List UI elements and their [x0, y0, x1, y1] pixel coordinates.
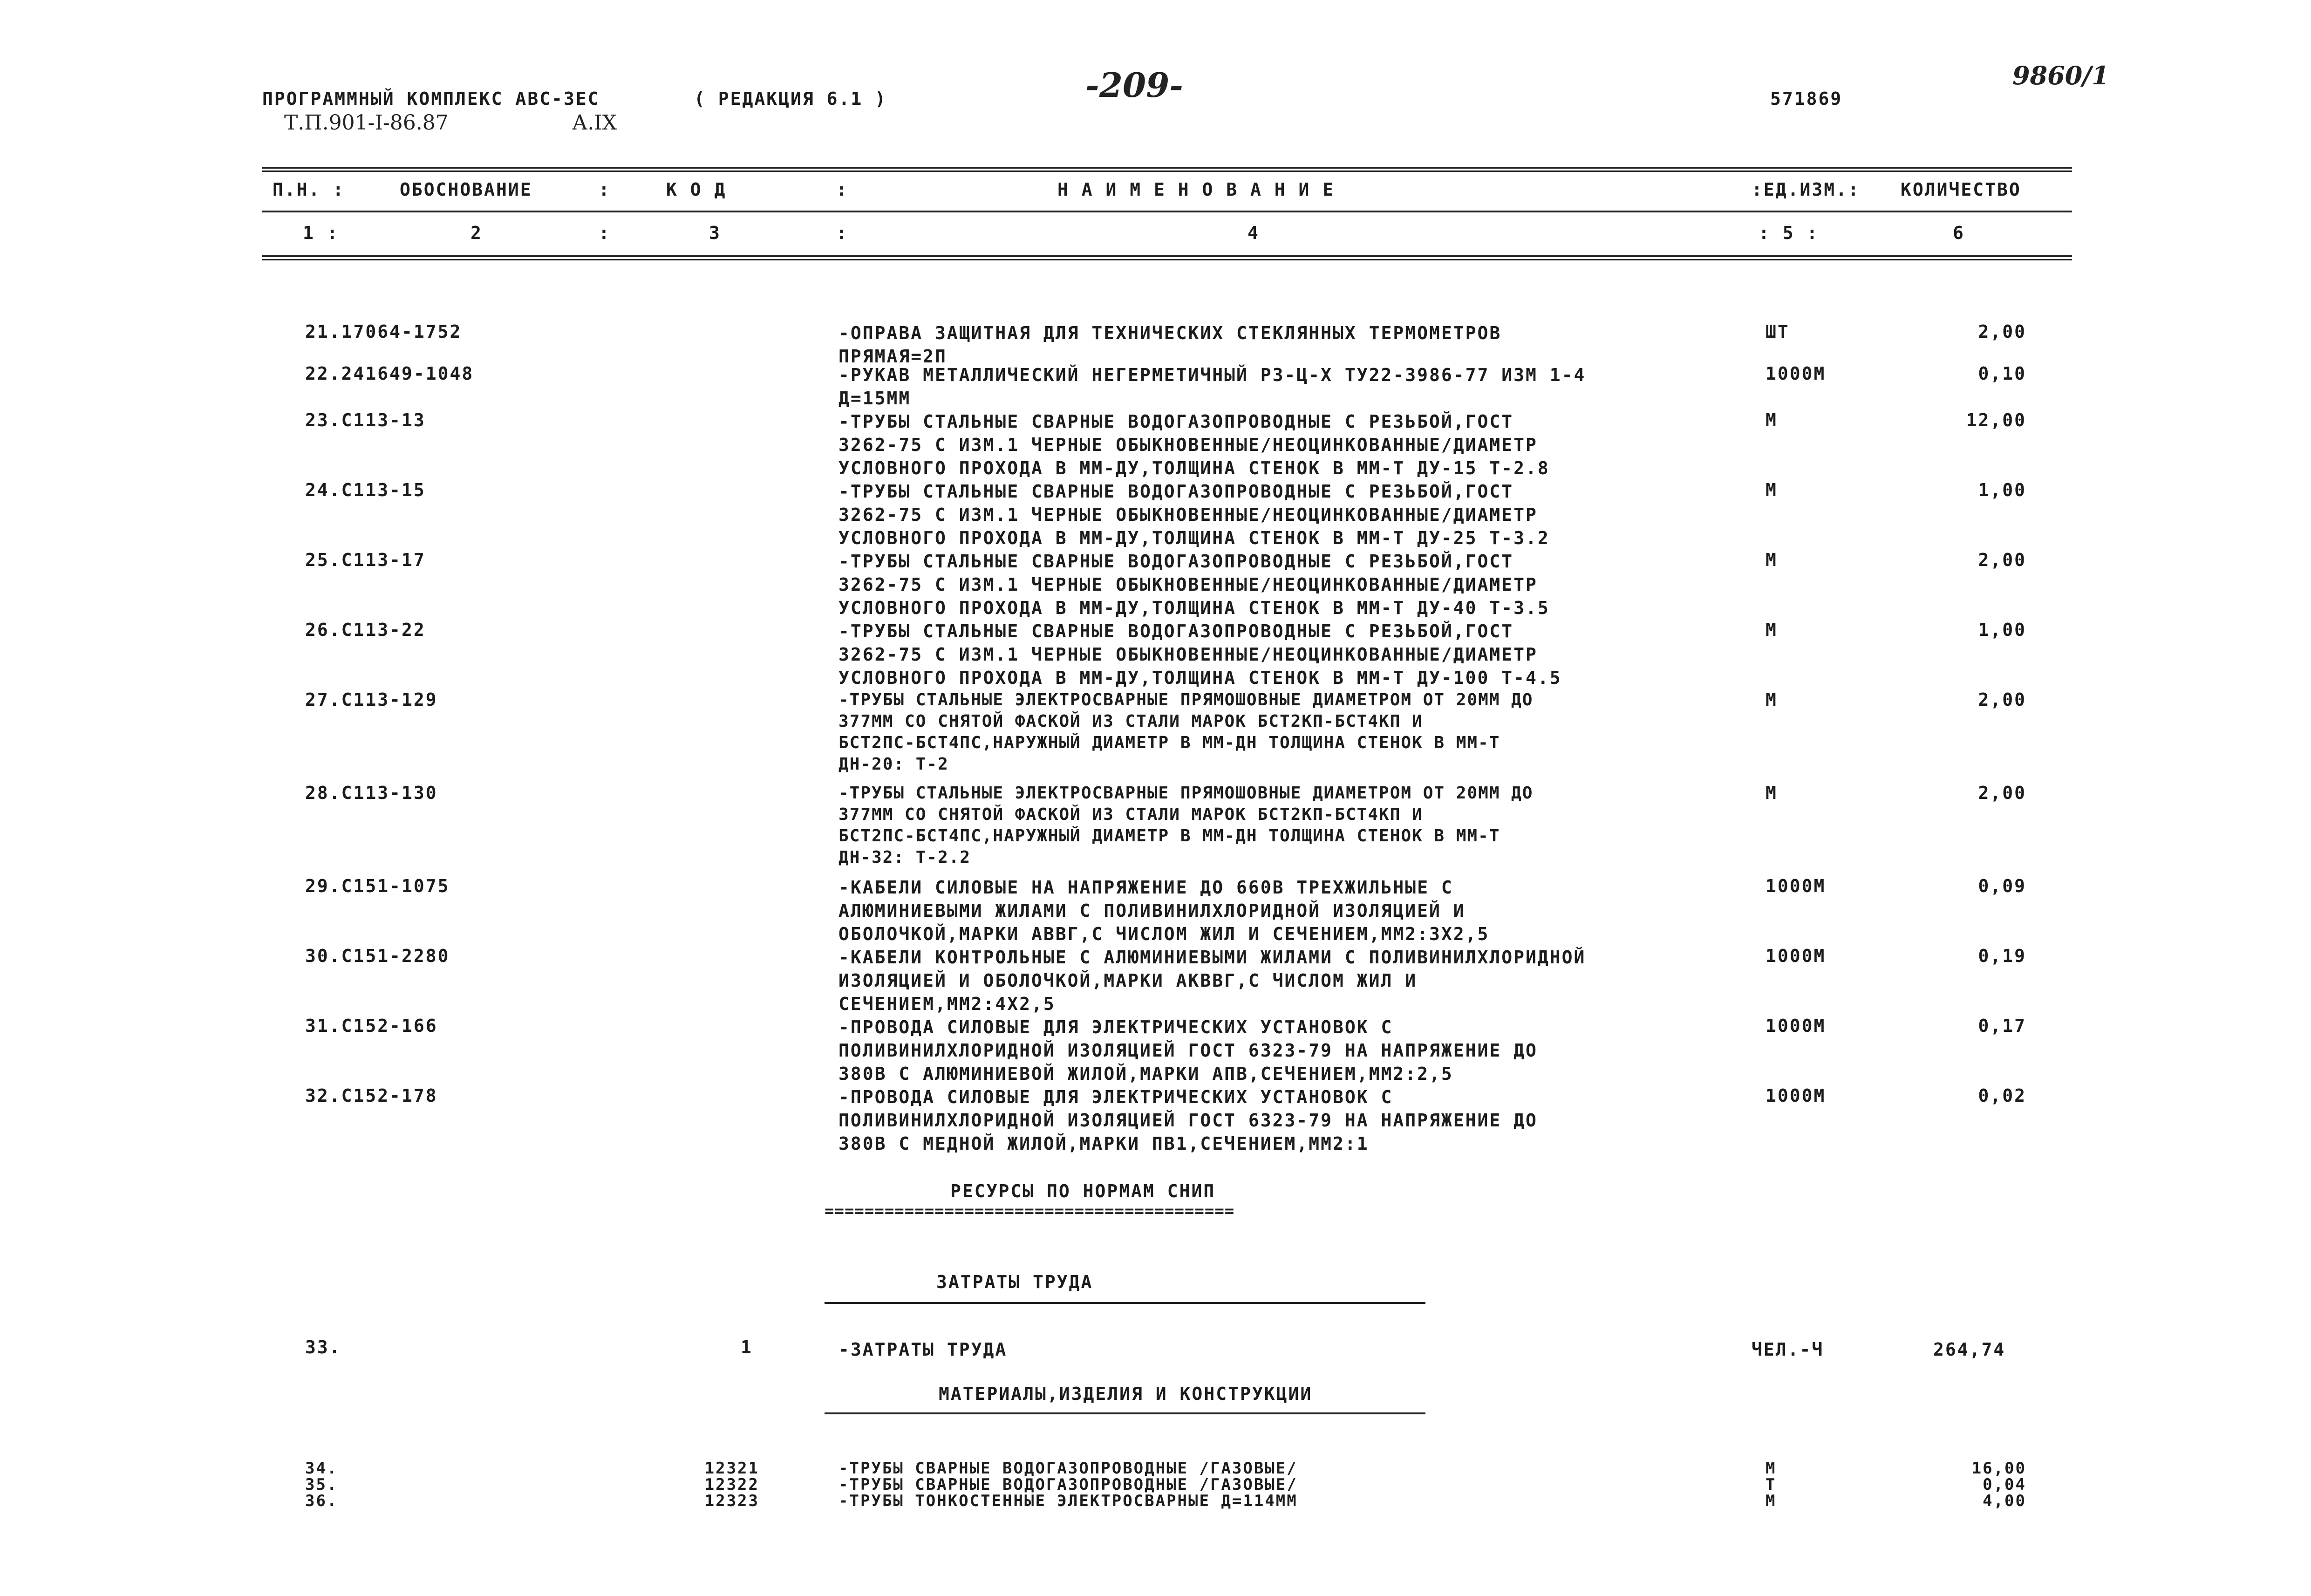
- row-description-line: ДН-20: Т-2: [839, 755, 949, 774]
- header-mid-rule: [262, 211, 2072, 212]
- row-description: [839, 321, 1501, 368]
- row-unit: М: [1766, 550, 1778, 570]
- row-description-line: 377ММ СО СНЯТОЙ ФАСКОЙ ИЗ СТАЛИ МАРОК БСТ2КП-БСТ4КП И: [839, 712, 1423, 731]
- row-unit: М: [1766, 689, 1778, 710]
- labor-row-unit: ЧЕЛ.-Ч: [1752, 1339, 1824, 1360]
- section-resources-rule: =========================================: [825, 1202, 1235, 1221]
- col-header-unit: :ЕД.ИЗМ.:: [1752, 179, 1860, 200]
- row-position-number: 25.С113-17: [305, 550, 426, 570]
- row-description-line: ОБОЛОЧКОЙ,МАРКИ АВВГ,С ЧИСЛОМ ЖИЛ И СЕЧЕНИЕМ,ММ2:3Х2,5: [839, 924, 1490, 944]
- row-position-number: 28.С113-130: [305, 783, 438, 803]
- row-position-number: 21.17064-1752: [305, 321, 462, 342]
- row-unit: Т: [1766, 1475, 1777, 1494]
- section-materials-title: МАТЕРИАЛЫ,ИЗДЕЛИЯ И КОНСТРУКЦИИ: [939, 1384, 1313, 1404]
- row-description: [839, 689, 1533, 775]
- program-title: ПРОГРАММНЫЙ КОМПЛЕКС АВС-ЗЕС: [262, 89, 600, 109]
- row-description: [839, 946, 1586, 1016]
- row-quantity: 0,19: [1978, 946, 2026, 966]
- row-description-line: УСЛОВНОГО ПРОХОДА В ММ-ДУ,ТОЛЩИНА СТЕНОК В ММ-Т ДУ-15 Т-2.8: [839, 458, 1550, 478]
- row-description-line: -ПРОВОДА СИЛОВЫЕ ДЛЯ ЭЛЕКТРИЧЕСКИХ УСТАНОВОК С: [839, 1087, 1393, 1107]
- row-position-number: 31.С152-166: [305, 1016, 438, 1036]
- row-description-line: Д=15ММ: [839, 388, 911, 409]
- stamp-number: 9860/1: [2012, 61, 2109, 90]
- row-quantity: 12,00: [1966, 410, 2026, 430]
- labor-row-num: 33.: [305, 1337, 341, 1357]
- row-quantity: 0,09: [1978, 876, 2026, 896]
- row-description-line: -КАБЕЛИ СИЛОВЫЕ НА НАПРЯЖЕНИЕ ДО 660В ТРЕХЖИЛЬНЫЕ С: [839, 877, 1453, 898]
- row-position-number: 24.С113-15: [305, 480, 426, 500]
- row-description: -ТРУБЫ СВАРНЫЕ ВОДОГАЗОПРОВОДНЫЕ /ГАЗОВЫЕ/: [839, 1459, 1298, 1478]
- row-description-line: 377ММ СО СНЯТОЙ ФАСКОЙ ИЗ СТАЛИ МАРОК БСТ2КП-БСТ4КП И: [839, 805, 1423, 824]
- album-number: А.IX: [572, 111, 617, 135]
- row-unit: М: [1766, 480, 1778, 500]
- row-quantity: 2,00: [1978, 783, 2026, 803]
- row-code: 12323: [704, 1492, 759, 1510]
- row-quantity: 1,00: [1978, 620, 2026, 640]
- row-description: [839, 1016, 1538, 1085]
- row-description-line: БСТ2ПС-БСТ4ПС,НАРУЖНЫЙ ДИАМЕТР В ММ-ДН ТОЛЩИНА СТЕНОК В ММ-Т: [839, 733, 1500, 752]
- row-description-line: 3262-75 С ИЗМ.1 ЧЕРНЫЕ ОБЫКНОВЕННЫЕ/НЕОЦИНКОВАННЫЕ/ДИАМЕТР: [839, 574, 1538, 595]
- row-quantity: 16,00: [1971, 1459, 2026, 1478]
- header-top-rule: [262, 167, 2072, 169]
- col-num-1: 1 :: [303, 223, 339, 243]
- section-labor-title: ЗАТРАТЫ ТРУДА: [936, 1272, 1093, 1292]
- row-position-number: 22.241649-1048: [305, 363, 474, 384]
- row-position-number: 34.: [305, 1459, 338, 1478]
- row-quantity: 2,00: [1978, 321, 2026, 342]
- col-num-2: 2: [470, 223, 483, 243]
- row-description: [839, 363, 1586, 410]
- row-quantity: 2,00: [1978, 689, 2026, 710]
- row-description-line: ПОЛИВИНИЛХЛОРИДНОЙ ИЗОЛЯЦИЕЙ ГОСТ 6323-79 НА НАПРЯЖЕНИЕ ДО: [839, 1040, 1538, 1061]
- row-description: [839, 620, 1562, 689]
- page-number: -209-: [1085, 65, 1184, 105]
- row-position-number: 27.С113-129: [305, 689, 438, 710]
- row-description-line: УСЛОВНОГО ПРОХОДА В ММ-ДУ,ТОЛЩИНА СТЕНОК В ММ-Т ДУ-100 Т-4.5: [839, 668, 1562, 688]
- document-code: 571869: [1770, 89, 1843, 109]
- row-description: [839, 876, 1489, 946]
- row-description-line: УСЛОВНОГО ПРОХОДА В ММ-ДУ,ТОЛЩИНА СТЕНОК В ММ-Т ДУ-25 Т-3.2: [839, 528, 1550, 548]
- row-description-line: АЛЮМИНИЕВЫМИ ЖИЛАМИ С ПОЛИВИНИЛХЛОРИДНОЙ ИЗОЛЯЦИЕЙ И: [839, 900, 1466, 921]
- row-description: -ТРУБЫ ТОНКОСТЕННЫЕ ЭЛЕКТРОСВАРНЫЕ Д=114ММ: [839, 1492, 1298, 1510]
- row-description-line: 380В С АЛЮМИНИЕВОЙ ЖИЛОЙ,МАРКИ АПВ,СЕЧЕНИЕМ,ММ2:2,5: [839, 1064, 1453, 1084]
- row-description-line: ДН-32: Т-2.2: [839, 848, 971, 867]
- col-num-5: : 5 :: [1759, 223, 1819, 243]
- row-unit: М: [1766, 1492, 1777, 1510]
- row-description: [839, 550, 1550, 620]
- row-position-number: 23.С113-13: [305, 410, 426, 430]
- row-description-line: -РУКАВ МЕТАЛЛИЧЕСКИЙ НЕГЕРМЕТИЧНЫЙ РЗ-Ц-Х ТУ22-3986-77 ИЗМ 1-4: [839, 365, 1586, 385]
- row-description: [839, 783, 1533, 868]
- row-description: [839, 410, 1550, 480]
- row-description-line: -ОПРАВА ЗАЩИТНАЯ ДЛЯ ТЕХНИЧЕСКИХ СТЕКЛЯННЫХ ТЕРМОМЕТРОВ: [839, 323, 1502, 343]
- row-position-number: 36.: [305, 1492, 338, 1510]
- row-description-line: ИЗОЛЯЦИЕЙ И ОБОЛОЧКОЙ,МАРКИ АКВВГ,С ЧИСЛОМ ЖИЛ И: [839, 970, 1418, 991]
- row-description-line: 380В С МЕДНОЙ ЖИЛОЙ,МАРКИ ПВ1,СЕЧЕНИЕМ,ММ2:1: [839, 1133, 1369, 1154]
- row-description-line: -ТРУБЫ СТАЛЬНЫЕ СВАРНЫЕ ВОДОГАЗОПРОВОДНЫЕ С РЕЗЬБОЙ,ГОСТ: [839, 621, 1514, 641]
- header-bottom-rule-2: [262, 259, 2072, 260]
- row-description-line: ПОЛИВИНИЛХЛОРИДНОЙ ИЗОЛЯЦИЕЙ ГОСТ 6323-79 НА НАПРЯЖЕНИЕ ДО: [839, 1110, 1538, 1131]
- row-description: [839, 1085, 1538, 1155]
- col-num-sep2: :: [836, 223, 848, 243]
- section-resources-title: РЕСУРСЫ ПО НОРМАМ СНИП: [950, 1181, 1216, 1201]
- row-unit: 1000М: [1766, 946, 1826, 966]
- col-header-code: К О Д: [666, 179, 727, 200]
- row-description-line: ПРЯМАЯ=2П: [839, 346, 947, 367]
- row-code: 12321: [704, 1459, 759, 1478]
- row-position-number: 26.С113-22: [305, 620, 426, 640]
- row-unit: 1000М: [1766, 363, 1826, 384]
- row-unit: ШТ: [1766, 321, 1790, 342]
- header-bottom-rule: [262, 255, 2072, 257]
- col-header-pn: П.Н. :: [273, 179, 345, 200]
- labor-row-name: -ЗАТРАТЫ ТРУДА: [839, 1339, 1008, 1360]
- row-description-line: 3262-75 С ИЗМ.1 ЧЕРНЫЕ ОБЫКНОВЕННЫЕ/НЕОЦИНКОВАННЫЕ/ДИАМЕТР: [839, 435, 1538, 455]
- row-quantity: 2,00: [1978, 550, 2026, 570]
- row-unit: М: [1766, 783, 1778, 803]
- row-description-line: -ТРУБЫ СТАЛЬНЫЕ СВАРНЫЕ ВОДОГАЗОПРОВОДНЫЕ С РЕЗЬБОЙ,ГОСТ: [839, 551, 1514, 572]
- col-header-sep: :: [599, 179, 611, 200]
- col-num-sep: :: [599, 223, 611, 243]
- row-position-number: 35.: [305, 1475, 338, 1494]
- col-num-3: 3: [709, 223, 721, 243]
- row-unit: 1000М: [1766, 1016, 1826, 1036]
- row-unit: 1000М: [1766, 876, 1826, 896]
- row-description-line: 3262-75 С ИЗМ.1 ЧЕРНЫЕ ОБЫКНОВЕННЫЕ/НЕОЦИНКОВАННЫЕ/ДИАМЕТР: [839, 505, 1538, 525]
- row-description: [839, 480, 1550, 550]
- project-number: Т.П.901-I-86.87: [284, 111, 449, 135]
- col-header-sep2: :: [836, 179, 848, 200]
- row-position-number: 32.С152-178: [305, 1085, 438, 1106]
- col-header-name: Н А И М Е Н О В А Н И Е: [1057, 179, 1335, 200]
- col-num-6: 6: [1953, 223, 1965, 243]
- row-description-line: -ТРУБЫ СТАЛЬНЫЕ СВАРНЫЕ ВОДОГАЗОПРОВОДНЫЕ С РЕЗЬБОЙ,ГОСТ: [839, 481, 1514, 502]
- row-unit: М: [1766, 410, 1778, 430]
- row-unit: М: [1766, 1459, 1777, 1478]
- row-description-line: СЕЧЕНИЕМ,ММ2:4Х2,5: [839, 994, 1056, 1014]
- row-quantity: 4,00: [1983, 1492, 2026, 1510]
- header-top-rule-2: [262, 171, 2072, 172]
- col-num-4: 4: [1248, 223, 1260, 243]
- row-quantity: 0,04: [1983, 1475, 2026, 1494]
- row-description-line: УСЛОВНОГО ПРОХОДА В ММ-ДУ,ТОЛЩИНА СТЕНОК В ММ-Т ДУ-40 Т-3.5: [839, 598, 1550, 618]
- row-unit: М: [1766, 620, 1778, 640]
- row-quantity: 0,10: [1978, 363, 2026, 384]
- row-description: -ТРУБЫ СВАРНЫЕ ВОДОГАЗОПРОВОДНЫЕ /ГАЗОВЫЕ/: [839, 1475, 1298, 1494]
- section-materials-rule: [825, 1412, 1425, 1414]
- row-description-line: -КАБЕЛИ КОНТРОЛЬНЫЕ С АЛЮМИНИЕВЫМИ ЖИЛАМИ С ПОЛИВИНИЛХЛОРИДНОЙ: [839, 947, 1586, 968]
- row-quantity: 0,02: [1978, 1085, 2026, 1106]
- row-description-line: -ТРУБЫ СТАЛЬНЫЕ ЭЛЕКТРОСВАРНЫЕ ПРЯМОШОВНЫЕ ДИАМЕТРОМ ОТ 20ММ ДО: [839, 690, 1534, 709]
- col-header-qty: КОЛИЧЕСТВО: [1901, 179, 2021, 200]
- edition-label: ( РЕДАКЦИЯ 6.1 ): [694, 89, 887, 109]
- col-header-basis: ОБОСНОВАНИЕ: [400, 179, 532, 200]
- row-description-line: -ТРУБЫ СТАЛЬНЫЕ СВАРНЫЕ ВОДОГАЗОПРОВОДНЫЕ С РЕЗЬБОЙ,ГОСТ: [839, 411, 1514, 432]
- section-labor-rule: [825, 1302, 1425, 1304]
- row-code: 12322: [704, 1475, 759, 1494]
- labor-row-qty: 264,74: [1933, 1339, 2006, 1360]
- row-position-number: 29.С151-1075: [305, 876, 450, 896]
- row-position-number: 30.С151-2280: [305, 946, 450, 966]
- row-description-line: -ТРУБЫ СТАЛЬНЫЕ ЭЛЕКТРОСВАРНЫЕ ПРЯМОШОВНЫЕ ДИАМЕТРОМ ОТ 20ММ ДО: [839, 784, 1534, 803]
- row-description-line: 3262-75 С ИЗМ.1 ЧЕРНЫЕ ОБЫКНОВЕННЫЕ/НЕОЦИНКОВАННЫЕ/ДИАМЕТР: [839, 644, 1538, 665]
- row-unit: 1000М: [1766, 1085, 1826, 1106]
- row-description-line: -ПРОВОДА СИЛОВЫЕ ДЛЯ ЭЛЕКТРИЧЕСКИХ УСТАНОВОК С: [839, 1017, 1393, 1037]
- row-description-line: БСТ2ПС-БСТ4ПС,НАРУЖНЫЙ ДИАМЕТР В ММ-ДН ТОЛЩИНА СТЕНОК В ММ-Т: [839, 826, 1500, 846]
- row-quantity: 0,17: [1978, 1016, 2026, 1036]
- labor-row-code: 1: [741, 1337, 753, 1357]
- row-quantity: 1,00: [1978, 480, 2026, 500]
